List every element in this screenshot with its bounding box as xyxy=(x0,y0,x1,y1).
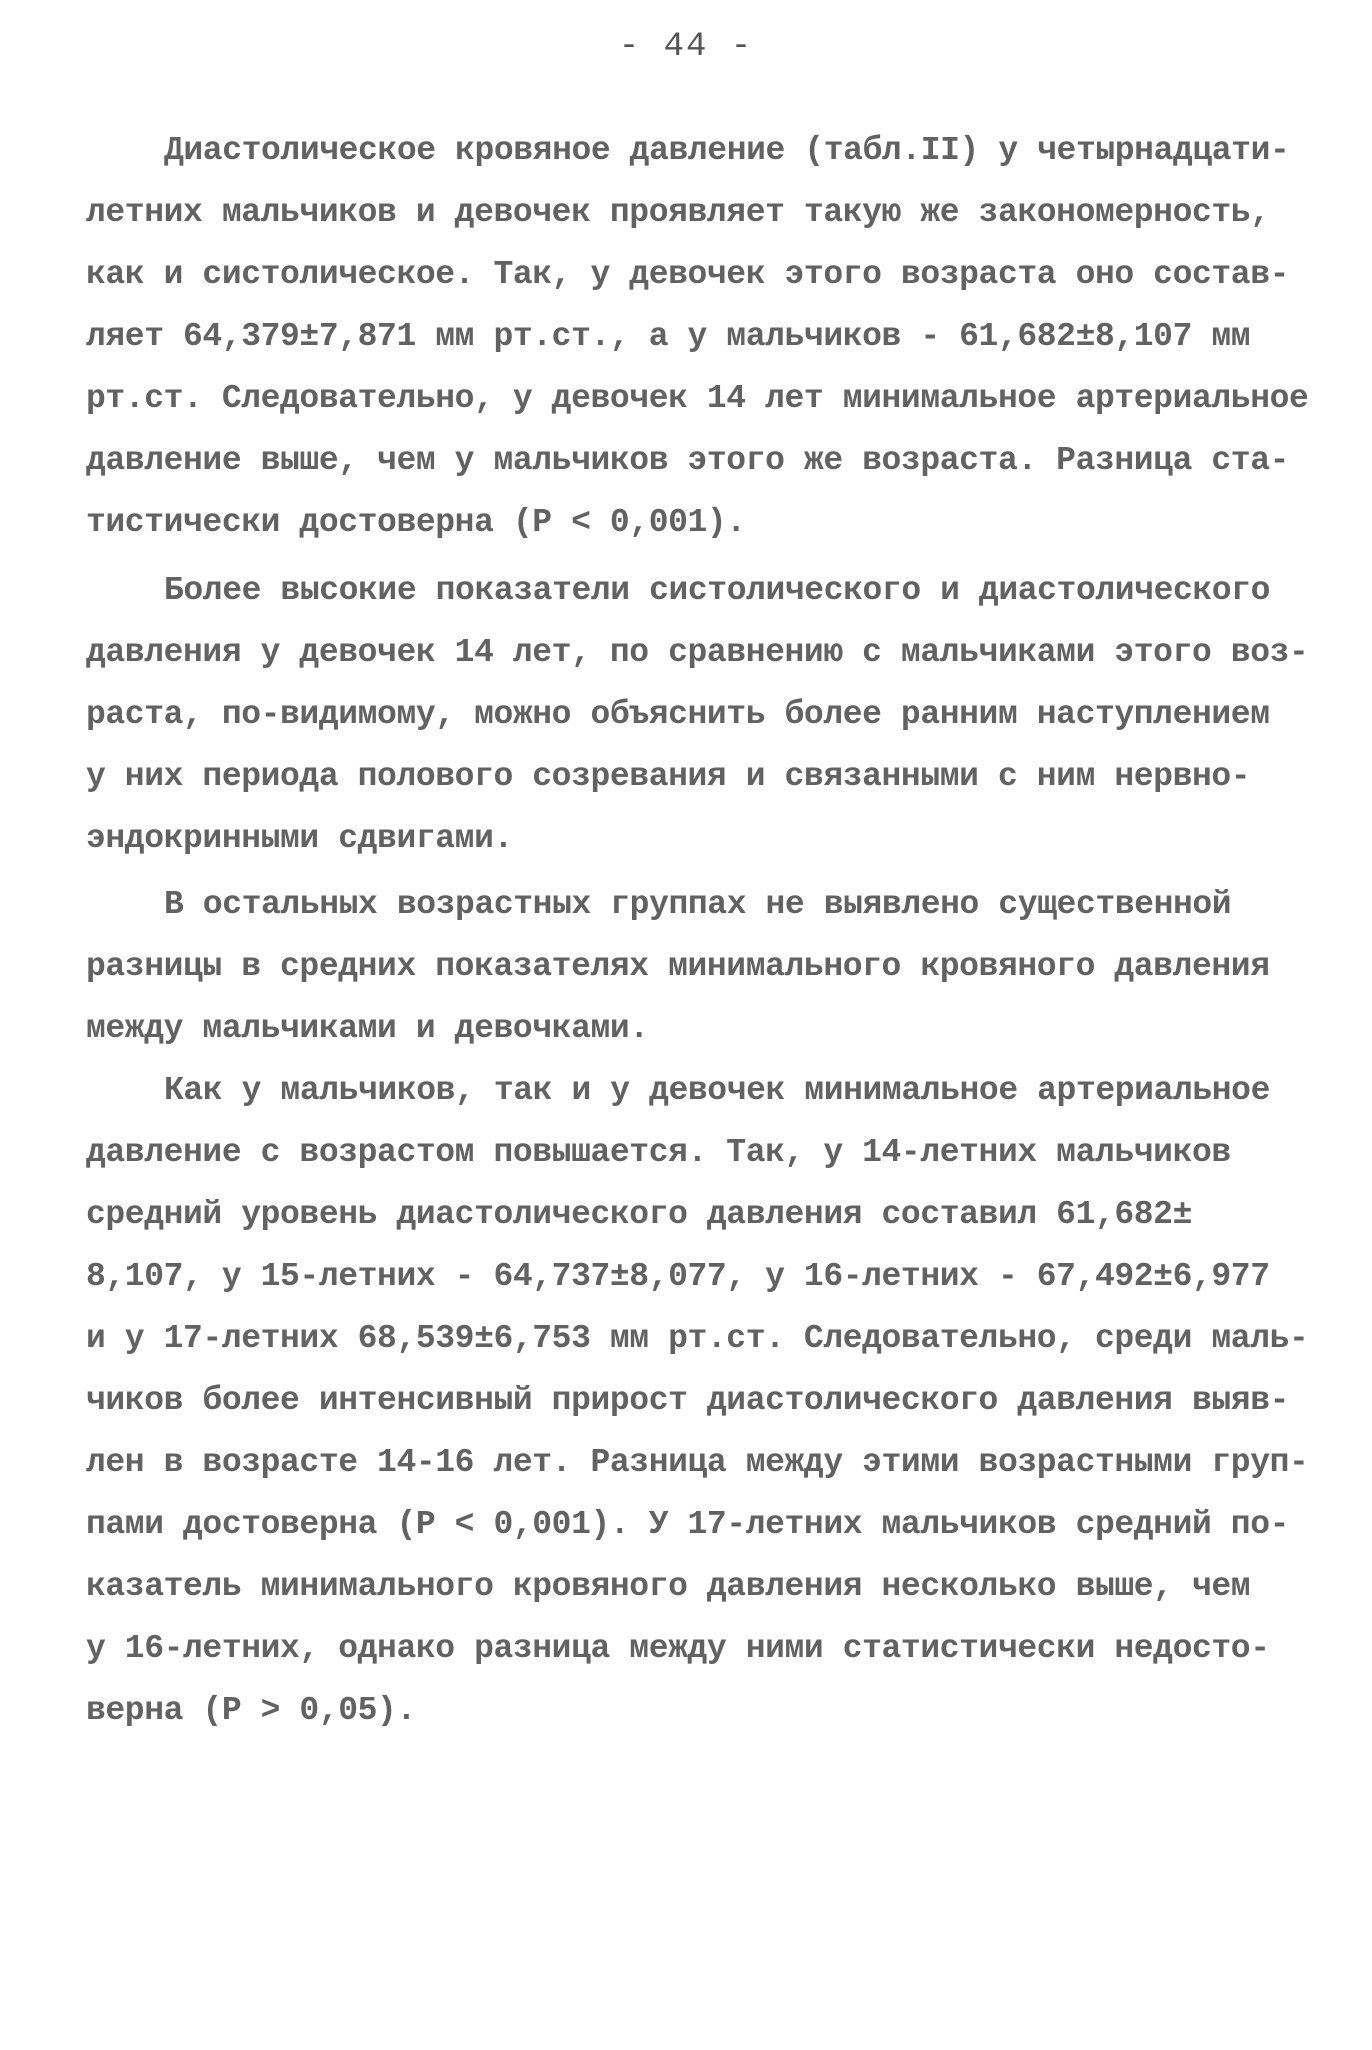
paragraph-2 xyxy=(86,560,1309,870)
text-line: эндокринными сдвигами. xyxy=(86,820,513,857)
text-line: чиков более интенсивный прирост диастолического давления выяв- xyxy=(86,1382,1290,1419)
text-line: лен в возрасте 14-16 лет. Разница между этими возрастными груп- xyxy=(86,1444,1309,1481)
text-line: разницы в средних показателях минимального кровяного давления xyxy=(86,948,1270,985)
text-line: пами достоверна (P < 0,001). У 17-летних мальчиков средний по- xyxy=(86,1506,1290,1543)
text-line: Диастолическое кровяное давление (табл.II) у четырнадцати- xyxy=(164,132,1290,169)
page-number: - 44 - xyxy=(618,28,754,66)
text-line: и у 17-летних 68,539±6,753 мм рт.ст. Следовательно, среди маль- xyxy=(86,1320,1309,1357)
text-line: Как у мальчиков, так и у девочек минимальное артериальное xyxy=(164,1072,1270,1109)
paragraph-4 xyxy=(86,1060,1309,1742)
text-line: В остальных возрастных группах не выявлено существенной xyxy=(164,886,1232,923)
text-line: давление выше, чем у мальчиков этого же возраста. Разница ста- xyxy=(86,442,1290,479)
text-line: Более высокие показатели систолического и диастолического xyxy=(164,572,1270,609)
text-line: между мальчиками и девочками. xyxy=(86,1010,649,1047)
text-line: как и систолическое. Так, у девочек этого возраста оно состав- xyxy=(86,256,1290,293)
text-line: верна (P > 0,05). xyxy=(86,1692,416,1729)
text-line: тистически достоверна (P < 0,001). xyxy=(86,504,746,541)
text-line: 8,107, у 15-летних - 64,737±8,077, у 16-летних - 67,492±6,977 xyxy=(86,1258,1270,1295)
text-line: раста, по-видимому, можно объяснить более ранним наступлением xyxy=(86,696,1270,733)
text-line: давления у девочек 14 лет, по сравнению с мальчиками этого воз- xyxy=(86,634,1309,671)
paragraph-1 xyxy=(86,120,1309,554)
text-line: средний уровень диастолического давления составил 61,682± xyxy=(86,1196,1192,1233)
text-line: рт.ст. Следовательно, у девочек 14 лет минимальное артериальное xyxy=(86,380,1309,417)
text-line: летних мальчиков и девочек проявляет такую же закономерность, xyxy=(86,194,1270,231)
text-line: ляет 64,379±7,871 мм рт.ст., а у мальчиков - 61,682±8,107 мм xyxy=(86,318,1251,355)
text-line: у 16-летних, однако разница между ними статистически недосто- xyxy=(86,1630,1270,1667)
text-line: казатель минимального кровяного давления несколько выше, чем xyxy=(86,1568,1251,1605)
paragraph-3 xyxy=(86,874,1296,1060)
text-line: у них периода полового созревания и связанными с ним нервно- xyxy=(86,758,1251,795)
text-line: давление с возрастом повышается. Так, у 14-летних мальчиков xyxy=(86,1134,1231,1171)
